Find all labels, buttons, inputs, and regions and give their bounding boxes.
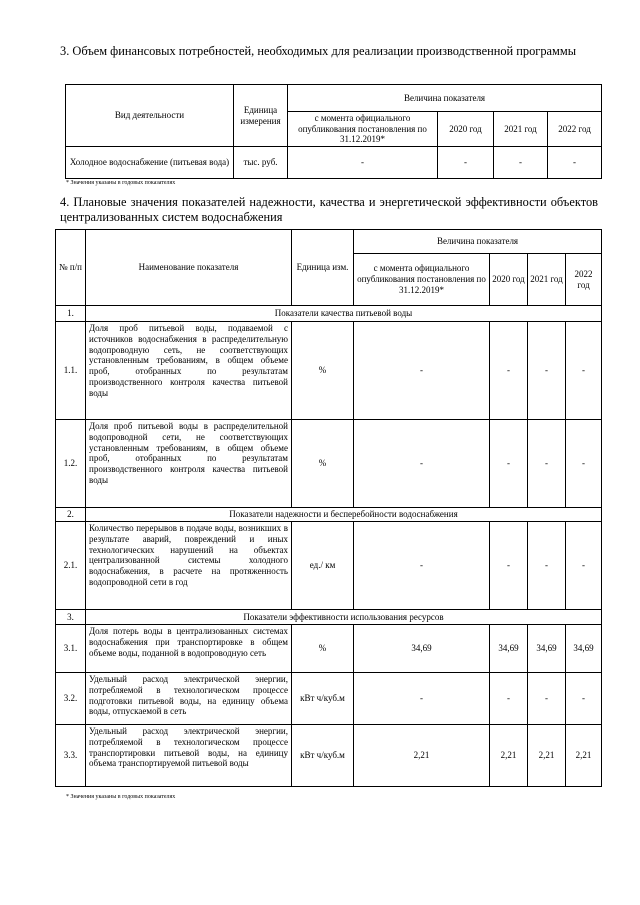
row-2020: 2,21 xyxy=(490,725,528,787)
section-row xyxy=(56,610,602,625)
row-name: Удельный расход электрической энергии, потребляемой в технологическом процессе подготовки питьевой воды, на единицу объема воды, отпускаемой в сеть xyxy=(86,673,292,725)
table-row xyxy=(56,725,602,787)
header-2022: 2022 год xyxy=(548,112,602,147)
cell-activity: Холодное водоснабжение (питьевая вода) xyxy=(66,147,234,179)
header-2021: 2021 год xyxy=(528,254,566,306)
row-since: 2,21 xyxy=(354,725,490,787)
header-value-group: Величина показателя xyxy=(288,85,602,112)
section-row xyxy=(56,508,602,522)
row-unit: кВт ч/куб.м xyxy=(292,725,354,787)
section-num: 1. xyxy=(56,306,86,322)
header-unit: Единица измерения xyxy=(234,85,288,147)
header-2021: 2021 год xyxy=(494,112,548,147)
table-row xyxy=(66,147,602,179)
row-name: Доля проб питьевой воды в распределительной водопроводной сети, не соответствующих установленным требованиям, в общем объеме проб, отобранных по результатам производственного контроля качества питьевой воды xyxy=(86,420,292,508)
section-title: Показатели качества питьевой воды xyxy=(86,306,602,322)
row-num: 1.2. xyxy=(56,420,86,508)
row-unit: ед./ км xyxy=(292,522,354,610)
row-2021: - xyxy=(528,322,566,420)
header-name: Наименование показателя xyxy=(86,230,292,306)
row-name: Доля проб питьевой воды, подаваемой с источников водоснабжения в распределительную водопроводную сеть, не соответствующих установленным требованиям, в общем объеме проб, отобранных по результатам производственного контроля качества питьевой воды xyxy=(86,322,292,420)
cell-2021: - xyxy=(494,147,548,179)
row-2020: - xyxy=(490,522,528,610)
table-row xyxy=(56,673,602,725)
row-since: - xyxy=(354,673,490,725)
section-num: 3. xyxy=(56,610,86,625)
row-name: Удельный расход электрической энергии, потребляемой в технологическом процессе транспортировки питьевой воды, на единицу объема транспортируемой питьевой воды xyxy=(86,725,292,787)
row-num: 3.2. xyxy=(56,673,86,725)
section-num: 2. xyxy=(56,508,86,522)
row-unit: % xyxy=(292,420,354,508)
row-name: Количество перерывов в подаче воды, возникших в результате аварий, повреждений и иных технологических нарушений на объектах централизованной системы холодного водоснабжения, в расчете на протяженность водопроводной сети в год xyxy=(86,522,292,610)
row-2022: - xyxy=(566,522,602,610)
header-since: с момента официального опубликования постановления по 31.12.2019* xyxy=(354,254,490,306)
row-num: 1.1. xyxy=(56,322,86,420)
row-2021: 2,21 xyxy=(528,725,566,787)
header-value-group: Величина показателя xyxy=(354,230,602,254)
row-2020: - xyxy=(490,673,528,725)
table-row xyxy=(56,522,602,610)
row-num: 3.1. xyxy=(56,625,86,673)
row-2020: - xyxy=(490,322,528,420)
row-since: - xyxy=(354,322,490,420)
row-2022: 2,21 xyxy=(566,725,602,787)
row-num: 2.1. xyxy=(56,522,86,610)
row-2021: - xyxy=(528,420,566,508)
row-2022: - xyxy=(566,673,602,725)
row-2020: - xyxy=(490,420,528,508)
row-since: - xyxy=(354,420,490,508)
row-name: Доля потерь воды в централизованных системах водоснабжения при транспортировке в общем объеме воды, поданной в водопроводную сеть xyxy=(86,625,292,673)
header-unit: Единица изм. xyxy=(292,230,354,306)
row-2021: - xyxy=(528,673,566,725)
table-row xyxy=(56,625,602,673)
cell-2020: - xyxy=(438,147,494,179)
row-2022: - xyxy=(566,322,602,420)
row-since: - xyxy=(354,522,490,610)
table-row xyxy=(56,420,602,508)
section-title: Показатели эффективности использования ресурсов xyxy=(86,610,602,625)
header-2020: 2020 год xyxy=(490,254,528,306)
section3-heading: 3. Объем финансовых потребностей, необходимых для реализации производственной программы xyxy=(60,44,577,58)
row-since: 34,69 xyxy=(354,625,490,673)
indicators-table xyxy=(55,229,602,787)
row-2020: 34,69 xyxy=(490,625,528,673)
cell-unit: тыс. руб. xyxy=(234,147,288,179)
section-title: Показатели надежности и бесперебойности водоснабжения xyxy=(86,508,602,522)
header-since: с момента официального опубликования постановления по 31.12.2019* xyxy=(288,112,438,147)
row-num: 3.3. xyxy=(56,725,86,787)
section4-heading: 4. Плановые значения показателей надежности, качества и энергетической эффективности объектов централизованных систем водоснабжения xyxy=(60,195,598,224)
cell-2022: - xyxy=(548,147,602,179)
row-2022: 34,69 xyxy=(566,625,602,673)
row-2022: - xyxy=(566,420,602,508)
header-num: № п/п xyxy=(56,230,86,306)
footnote: * Значения указаны в годовых показателях xyxy=(66,794,176,800)
row-2021: - xyxy=(528,522,566,610)
header-activity: Вид деятельности xyxy=(66,85,234,147)
header-2022: 2022 год xyxy=(566,254,602,306)
table-row xyxy=(56,322,602,420)
row-2021: 34,69 xyxy=(528,625,566,673)
row-unit: % xyxy=(292,322,354,420)
financial-needs-table xyxy=(65,84,602,179)
row-unit: % xyxy=(292,625,354,673)
footnote: * Значения указаны в годовых показателях xyxy=(66,180,176,186)
cell-since: - xyxy=(288,147,438,179)
header-2020: 2020 год xyxy=(438,112,494,147)
section-row xyxy=(56,306,602,322)
row-unit: кВт ч/куб.м xyxy=(292,673,354,725)
